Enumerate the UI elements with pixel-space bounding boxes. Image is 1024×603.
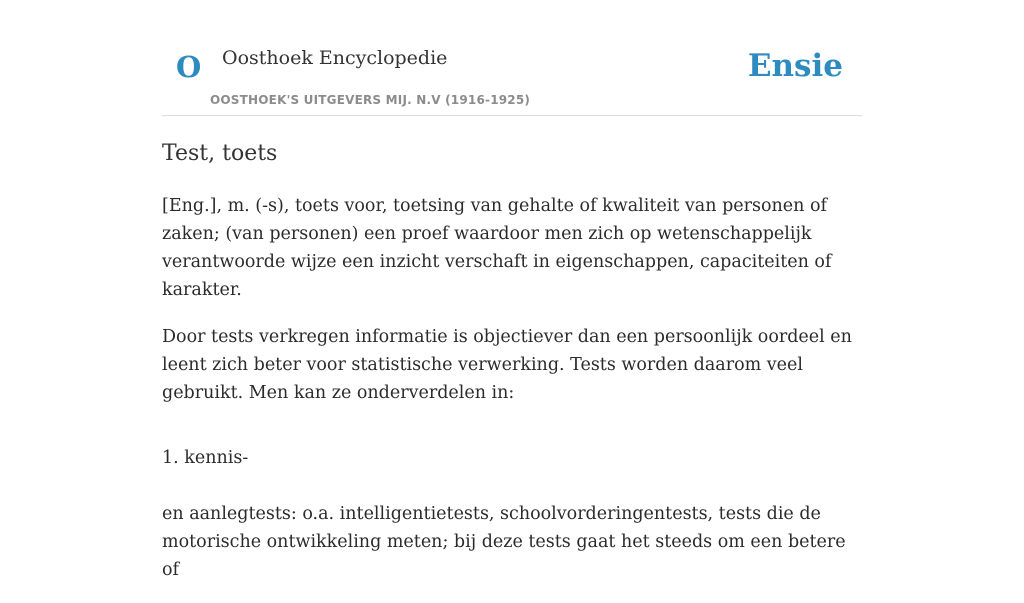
article-paragraph: [Eng.], m. (-s), toets voor, toetsing van gehalte of kwaliteit van personen of zaken; (van personen) een proef waardoor men zich op wetenschappelijk verantwoorde wijze een inzicht verschaft in eigenschappen, capaciteiten of karakter. — [162, 196, 832, 300]
article-paragraph: en aanlegtests: o.a. intelligentietests, schoolvorderingentests, tests die de motorische ontwikkeling meten; bij deze tests gaat het steeds om een betere of — [162, 504, 846, 580]
article-body — [162, 139, 862, 603]
publisher-label: OOSTHOEK'S UITGEVERS MIJ. N.V (1916-1925) — [210, 93, 531, 107]
site-title[interactable]: Oosthoek Encyclopedie — [222, 47, 448, 69]
article-title: Test, toets — [162, 141, 278, 166]
article-list-item: 1. kennis- — [162, 448, 249, 468]
ensie-brand-link[interactable]: Ensie — [747, 48, 843, 84]
site-header — [162, 28, 862, 116]
article-paragraph: Door tests verkregen informatie is objectiever dan een persoonlijk oordeel en leent zich beter voor statistische verwerking. Tests worden daarom veel gebruikt. Men kan ze onderverdelen in: — [162, 327, 852, 403]
logo-letter-icon[interactable]: O — [176, 50, 202, 84]
